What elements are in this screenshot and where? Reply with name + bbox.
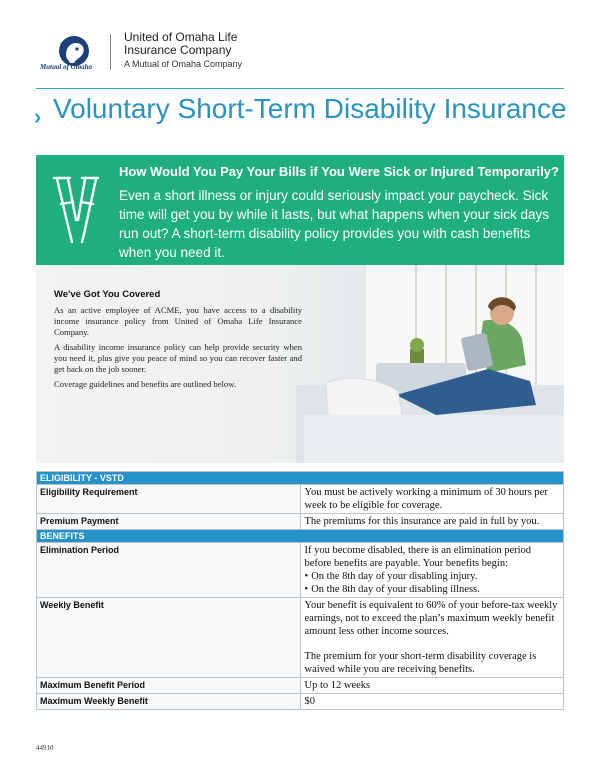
company-subtitle: A Mutual of Omaha Company (124, 59, 243, 69)
header-rule (36, 88, 564, 89)
eligibility-value: You must be actively working a minimum of 30 hours per week to be eligible for coverage. (300, 485, 564, 514)
elimination-cell (300, 543, 564, 598)
chevron-right-icon: › (34, 104, 42, 129)
weekly-benefit-value: Your benefit is equivalent to 60% of your before-tax weekly earnings, not to exceed the plan’s maximum weekly benefit amount less other income sources. (304, 600, 558, 637)
max-benefit-period-label: Maximum Benefit Period (37, 678, 301, 694)
table-section-eligibility (37, 472, 564, 485)
weekly-benefit-label: Weekly Benefit (37, 598, 301, 678)
max-weekly-benefit-label: Maximum Weekly Benefit (37, 694, 301, 710)
elimination-value: If you become disabled, there is an elimination period before benefits are payable. Your benefits begin: (304, 545, 532, 569)
coverage-paragraph-2: A disability income insurance policy can help provide security when you need it, plus give you peace of mind so you can recover faster and get back on the job sooner. (54, 342, 302, 374)
band-heading: How Would You Pay Your Bills if You Were Sick or Injured Temporarily? (119, 164, 559, 179)
max-weekly-benefit-value: $0 (300, 694, 564, 710)
coverage-text (54, 305, 302, 394)
logo-wordmark: Mutual of Omaha (39, 63, 93, 71)
company-name-line1: United of Omaha Life (124, 30, 238, 44)
premium-label: Premium Payment (37, 514, 301, 530)
table-row (37, 514, 564, 530)
table-section-benefits (37, 530, 564, 543)
header-divider (110, 34, 111, 70)
company-name (124, 31, 237, 57)
weekly-benefit-waiver: The premium for your short-term disability coverage is waived while you are receiving benefits. (304, 651, 537, 675)
section-eligibility-header: ELIGIBILITY - VSTD (37, 472, 564, 485)
table-row (37, 543, 564, 598)
page-title: Voluntary Short-Term Disability Insurance (53, 93, 567, 124)
eligibility-label: Eligibility Requirement (37, 485, 301, 514)
section-benefits-header: BENEFITS (37, 530, 564, 543)
elimination-bullet-illness: • On the 8th day of your disabling illness. (305, 583, 560, 596)
coverage-paragraph-1: As an active employee of ACME, you have access to a disability income insurance policy from United of Omaha Life Insurance Company. (54, 305, 302, 337)
table-row (37, 598, 564, 678)
crutches-icon (48, 170, 108, 246)
max-benefit-period-value: Up to 12 weeks (300, 678, 564, 694)
premium-value: The premiums for this insurance are paid in full by you. (300, 514, 564, 530)
band-body-text: Even a short illness or injury could seriously impact your paycheck. Sick time will get you by while it lasts, but what happens when your sick days run out? A short-term disability policy provides you with cash benefits when you need it. (119, 188, 549, 260)
table-row (37, 485, 564, 514)
weekly-benefit-cell (300, 598, 564, 678)
elimination-list (305, 570, 560, 596)
coverage-heading: We've Got You Covered (54, 289, 161, 300)
table-row (37, 694, 564, 710)
benefits-table (36, 471, 564, 710)
form-number: 44910 (36, 744, 54, 752)
company-name-line2: Insurance Company (124, 43, 232, 57)
elimination-label: Elimination Period (37, 543, 301, 598)
elimination-bullet-injury: • On the 8th day of your disabling injury. (305, 570, 560, 583)
coverage-paragraph-3: Coverage guidelines and benefits are outlined below. (54, 379, 236, 389)
table-row (37, 678, 564, 694)
